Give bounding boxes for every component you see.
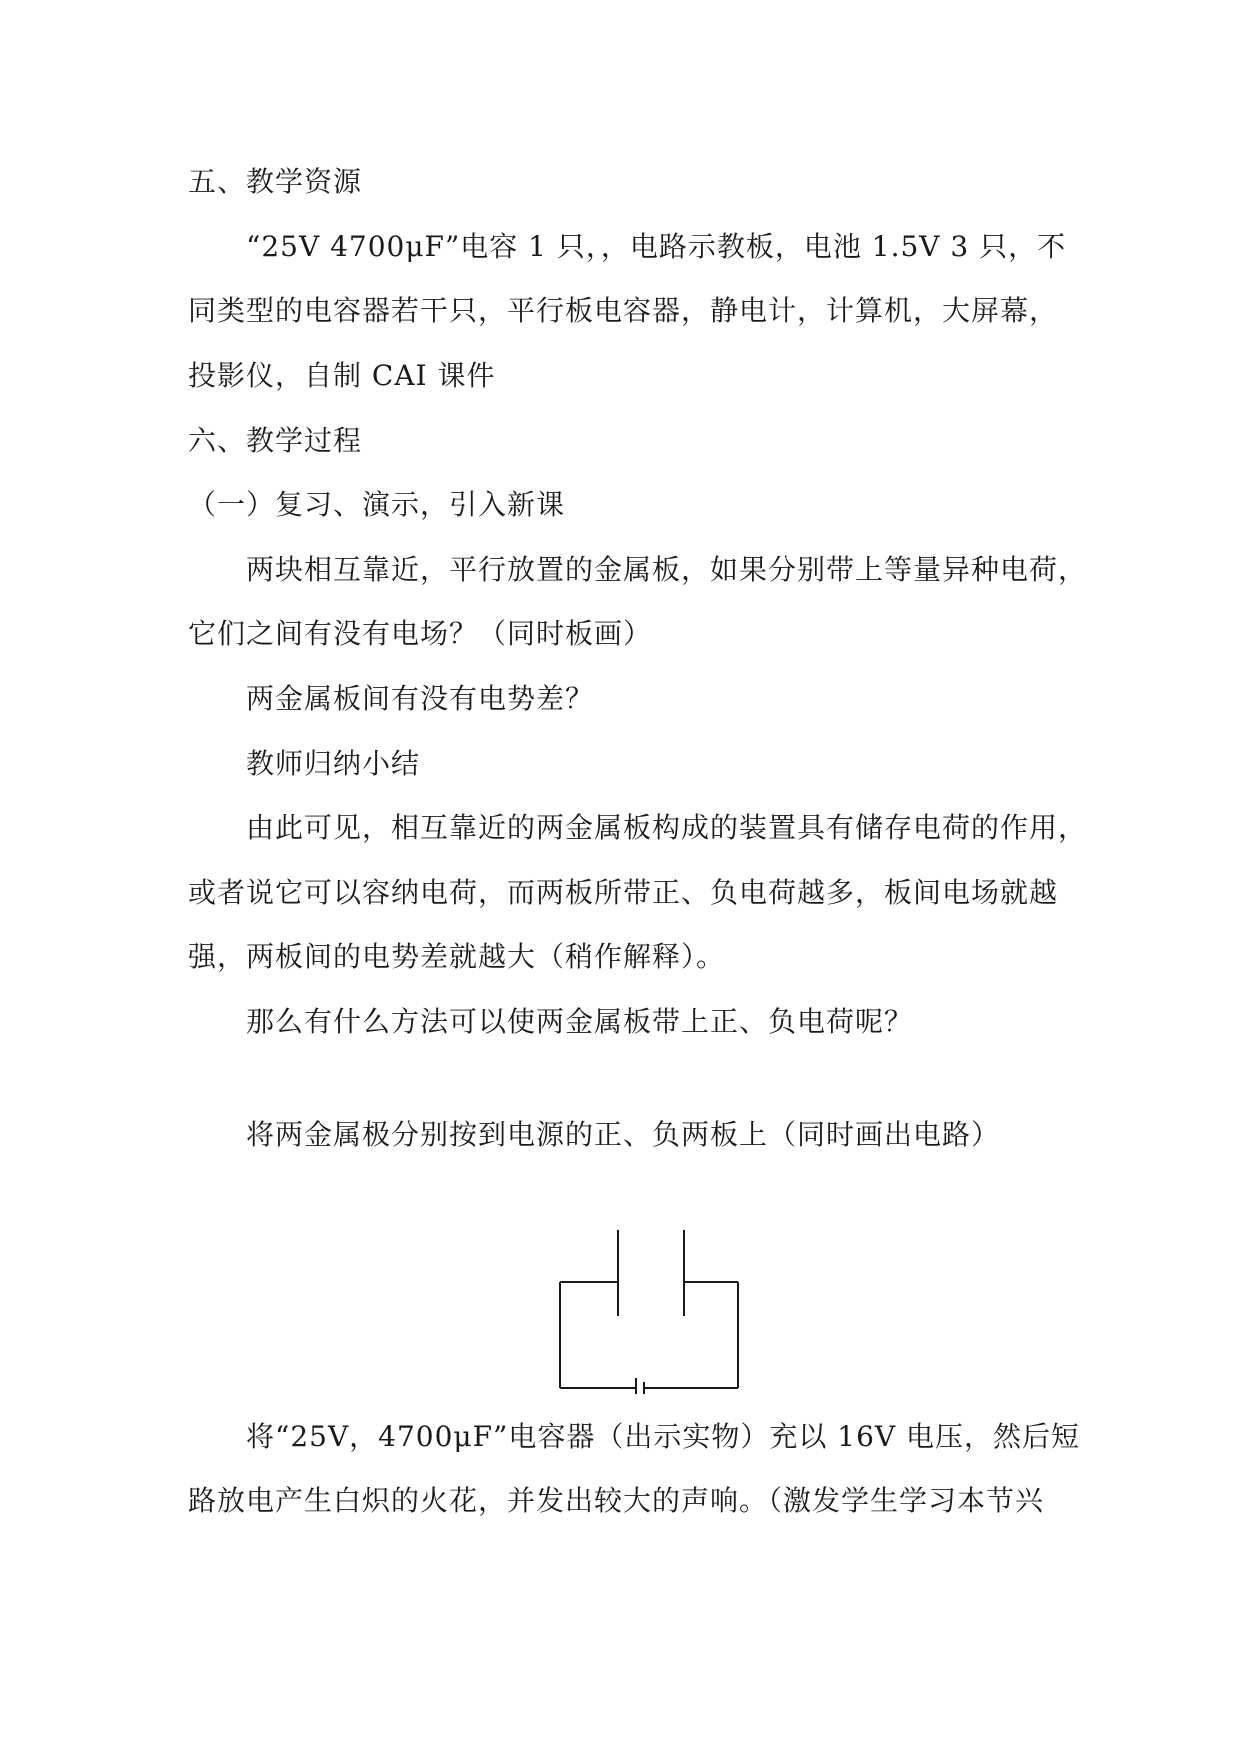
paragraph-line: 强，两板间的电势差就越大（稍作解释）。: [188, 940, 726, 973]
resources-text-line: 投影仪，自制 CAI 课件: [188, 359, 496, 392]
paragraph-line: 路放电产生白炽的火花，并发出较大的声响。（激发学生学习本节兴: [188, 1484, 1045, 1517]
paragraph-line: 将两金属极分别按到电源的正、负两板上（同时画出电路）: [246, 1118, 1001, 1151]
paragraph-line: 将“25V，4700μF”电容器（出示实物）充以 16V 电压，然后短: [246, 1420, 1081, 1453]
resources-text-line: “25V 4700μF”电容 1 只，，电路示教板，电池 1.5V 3 只，不: [246, 230, 1067, 263]
resources-text-line: 同类型的电容器若干只，平行板电容器，静电计，计算机，大屏幕，: [188, 294, 1059, 327]
paragraph-line: 教师归纳小结: [246, 747, 421, 780]
paragraph-line: 两块相互靠近，平行放置的金属板，如果分别带上等量异种电荷，: [246, 553, 1088, 586]
paragraph-line: 或者说它可以容纳电荷，而两板所带正、负电荷越多，板间电场就越: [188, 876, 1059, 909]
process-heading: 六、教学过程: [188, 424, 363, 457]
capacitor-circuit-diagram: [558, 1228, 748, 1394]
paragraph-line: 它们之间有没有电场？（同时板画）: [188, 617, 653, 650]
paragraph-line: 那么有什么方法可以使两金属板带上正、负电荷呢？: [246, 1005, 914, 1038]
subsection-heading: （一）复习、演示，引入新课: [188, 488, 566, 521]
paragraph-line: 由此可见，相互靠近的两金属板构成的装置具有储存电荷的作用，: [246, 811, 1088, 844]
resources-heading: 五、教学资源: [188, 165, 363, 198]
paragraph-line: 两金属板间有没有电势差？: [246, 682, 595, 715]
